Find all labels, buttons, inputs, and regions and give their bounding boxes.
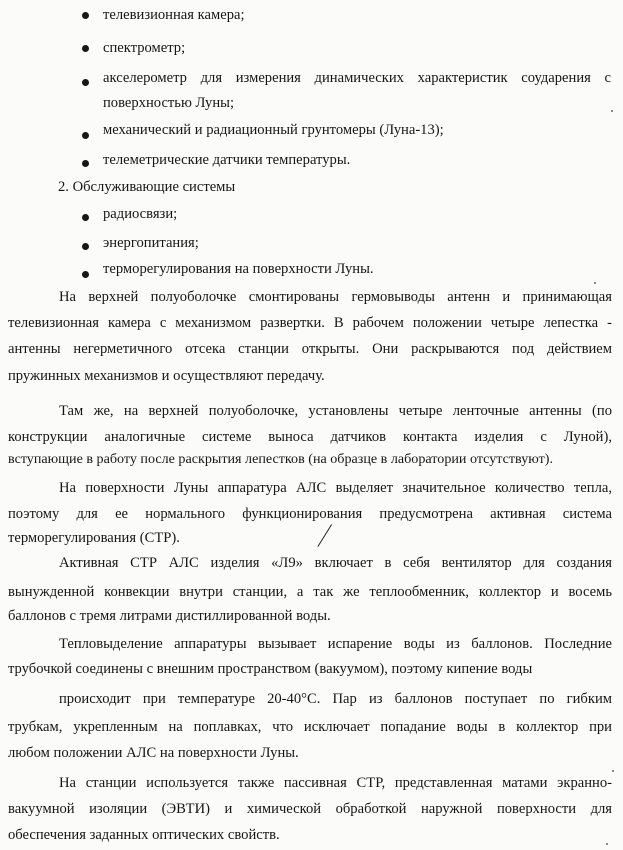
paragraph-line: вакуумной изоляции (ЭВТИ) и химической обработкой наружной поверхности для xyxy=(8,801,612,817)
paragraph-line: антенны негерметичного отсека станции открыты. Они раскрываются под действием xyxy=(8,341,612,357)
list-item: радиосвязи; xyxy=(103,206,178,222)
bullet-icon xyxy=(82,132,89,139)
scan-speck xyxy=(594,282,596,284)
scan-speck xyxy=(606,843,608,845)
section-heading: 2. Обслуживающие системы xyxy=(58,179,236,195)
list-item: телевизионная камера; xyxy=(103,7,245,23)
list-item: механический и радиационный грунтомеры (Луна-13); xyxy=(103,122,444,138)
list-item: терморегулирования на поверхности Луны. xyxy=(103,261,374,277)
paragraph-line: телевизионная камера с механизмом развертки. В рабочем положении четыре лепестка - xyxy=(8,315,612,331)
paragraph-line: конструкции аналогичные системе выноса датчиков контакта изделия с Луной), xyxy=(8,429,612,445)
list-item: спектрометр; xyxy=(103,40,186,56)
list-item-continuation: поверхностью Луны; xyxy=(103,95,235,111)
list-item: энергопитания; xyxy=(103,235,199,251)
paragraph-line: На верхней полуоболочке смонтированы гермовыводы антенн и принимающая xyxy=(59,289,612,305)
paragraph-line: На поверхности Луны аппаратура АЛС выделяет значительное количество тепла, xyxy=(59,480,612,496)
paragraph-line: пружинных механизмов и осуществляют передачу. xyxy=(8,368,325,384)
paragraph-line: Там же, на верхней полуоболочке, установлены четыре ленточные антенны (по xyxy=(59,403,612,419)
paragraph-line: трубочкой соединены с внешним пространством (вакуумом), поэтому кипение воды xyxy=(8,661,533,677)
bullet-icon xyxy=(82,243,89,250)
paragraph-line: вынужденной конвекции внутри станции, а так же теплообменник, коллектор и восемь xyxy=(8,584,612,600)
paragraph-line: вступающие в работу после раскрытия лепестков (на образце в лаборатории отсутствуют). xyxy=(8,451,553,467)
paragraph-line: трубкам, укрепленным на поплавках, что исключает попадание воды в коллектор при xyxy=(8,719,612,735)
bullet-icon xyxy=(82,271,89,278)
list-item: акселерометр для измерения динамических характеристик соударения с xyxy=(103,70,611,86)
paragraph-line: На станции используется также пассивная СТР, представленная матами экранно- xyxy=(59,775,612,791)
paragraph-line: обеспечения заданных оптических свойств. xyxy=(8,827,280,843)
list-item: телеметрические датчики температуры. xyxy=(103,152,351,168)
paragraph-line: баллонов с тремя литрами дистиллированной воды. xyxy=(8,608,331,624)
paragraph-line: Активная СТР АЛС изделия «Л9» включает в себя вентилятор для создания xyxy=(59,555,612,571)
scan-speck xyxy=(612,770,614,772)
scan-speck xyxy=(611,110,613,112)
paragraph-line: происходит при температуре 20-40°С. Пар из баллонов поступает по гибким xyxy=(59,691,612,707)
paragraph-line: любом положении АЛС на поверхности Луны. xyxy=(8,745,299,761)
bullet-icon xyxy=(82,160,89,167)
bullet-icon xyxy=(82,214,89,221)
paragraph-line: Тепловыделение аппаратуры вызывает испарение воды из баллонов. Последние xyxy=(59,636,612,652)
bullet-icon xyxy=(82,12,89,19)
paragraph-line: поэтому для ее нормального функционирования предусмотрена активная система xyxy=(8,506,612,522)
bullet-icon xyxy=(82,45,89,52)
bullet-icon xyxy=(82,79,89,86)
paragraph-line: терморегулирования (СТР). xyxy=(8,530,180,546)
